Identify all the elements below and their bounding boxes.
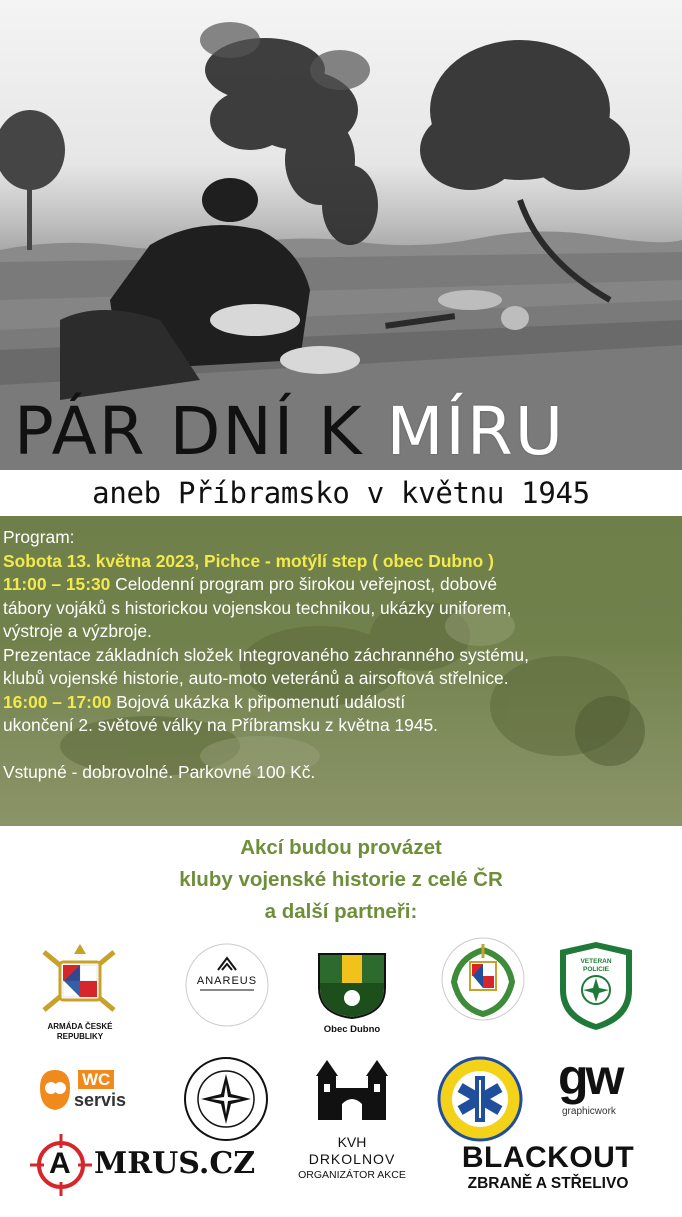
kvh-drkolnov-logo bbox=[282, 1134, 422, 1190]
wc-servis-logo bbox=[38, 1066, 127, 1118]
laurel-shield-emblem-icon bbox=[440, 936, 526, 1022]
program-section bbox=[0, 516, 682, 826]
amrus-logo bbox=[30, 1134, 256, 1200]
event-subtitle: aneb Příbramsko v květnu 1945 bbox=[0, 470, 682, 516]
program-text-1c: výstroje a výzbroje. bbox=[3, 621, 152, 641]
policie-cr-logo bbox=[183, 1056, 269, 1142]
program-admission: Vstupné - dobrovolné. Parkovné 100 Kč. bbox=[3, 761, 316, 782]
clubs-section bbox=[0, 832, 682, 928]
veteran-caption: VETERAN POLICIE bbox=[580, 958, 612, 973]
program-time-1: 11:00 – 15:30 bbox=[3, 574, 111, 594]
program-text-1a: Celodenní program pro širokou veřejnost, dobové bbox=[110, 574, 498, 594]
title-part-2: MÍRU bbox=[386, 393, 566, 470]
program-text-3a: Bojová ukázka k připomenutí událostí bbox=[111, 691, 406, 712]
clubs-line-3: a další partneři: bbox=[264, 900, 418, 923]
army-caption: ARMÁDA ČESKÉ REPUBLIKY bbox=[47, 1022, 113, 1041]
wc-servis-mark-icon bbox=[38, 1068, 72, 1112]
obec-dubno-logo bbox=[317, 952, 387, 1040]
program-text-2b: klubů vojenské historie, auto-moto veteránů a airsoftová střelnice. bbox=[3, 668, 509, 688]
wc-text: WC bbox=[78, 1070, 114, 1089]
program-text bbox=[3, 526, 679, 784]
event-title bbox=[14, 392, 565, 470]
program-text-2a: Prezentace základních složek Integrovaného záchranného systému, bbox=[3, 644, 529, 665]
program-time-2: 16:00 – 17:00 bbox=[3, 691, 112, 712]
program-block-1 bbox=[3, 573, 679, 597]
servis-text: servis bbox=[74, 1090, 127, 1110]
anareus-text: ANAREUS bbox=[196, 975, 258, 987]
clubs-line-2: kluby vojenské historie z celé ČR bbox=[179, 868, 503, 891]
amrus-a: A bbox=[49, 1147, 71, 1180]
graphicwork-logo bbox=[552, 1049, 636, 1128]
program-heading: Program: bbox=[3, 527, 75, 547]
amrus-text: MRUS.CZ bbox=[94, 1146, 256, 1181]
military-emblem-logo bbox=[440, 936, 526, 1022]
army-emblem-icon bbox=[34, 940, 126, 1020]
anareus-logo bbox=[184, 942, 270, 1028]
program-text-3b: ukončení 2. světové války na Příbramsku z května 1945. bbox=[3, 715, 438, 735]
kvh-castle-logo bbox=[316, 1058, 388, 1122]
clubs-line-1: Akcí budou provázet bbox=[240, 836, 442, 859]
program-text-1b: tábory vojáků s historickou vojenskou technikou, ukázky uniforem, bbox=[3, 597, 512, 618]
zachranka-logo bbox=[437, 1056, 523, 1142]
dubno-caption: Obec Dubno bbox=[323, 1024, 381, 1035]
kvh-caption: KVH DRKOLNOV ORGANIZÁTOR AKCE bbox=[298, 1134, 406, 1181]
program-block-3 bbox=[3, 691, 679, 715]
blackout-logo bbox=[458, 1142, 642, 1198]
graphicwork-text: graphicwork bbox=[562, 1106, 616, 1117]
header-photo bbox=[0, 0, 682, 470]
program-date: Sobota 13. května 2023, Pichce - motýlí step ( obec Dubno ) bbox=[3, 550, 494, 571]
blackout-subtitle: ZBRANĚ A STŘELIVO bbox=[467, 1175, 629, 1192]
gw-mark: gw bbox=[558, 1049, 622, 1105]
veteran-policie-logo bbox=[556, 940, 636, 1032]
ems-star-of-life-icon bbox=[437, 1056, 523, 1142]
army-cr-logo bbox=[34, 940, 126, 1042]
police-star-emblem-icon bbox=[183, 1056, 269, 1142]
dubno-coat-of-arms-icon bbox=[317, 952, 387, 1020]
veteran-police-badge-icon bbox=[556, 940, 636, 1032]
title-part-1: PÁR DNÍ K bbox=[14, 393, 364, 470]
blackout-title: BLACKOUT bbox=[461, 1141, 635, 1174]
castle-gate-icon bbox=[316, 1058, 388, 1122]
